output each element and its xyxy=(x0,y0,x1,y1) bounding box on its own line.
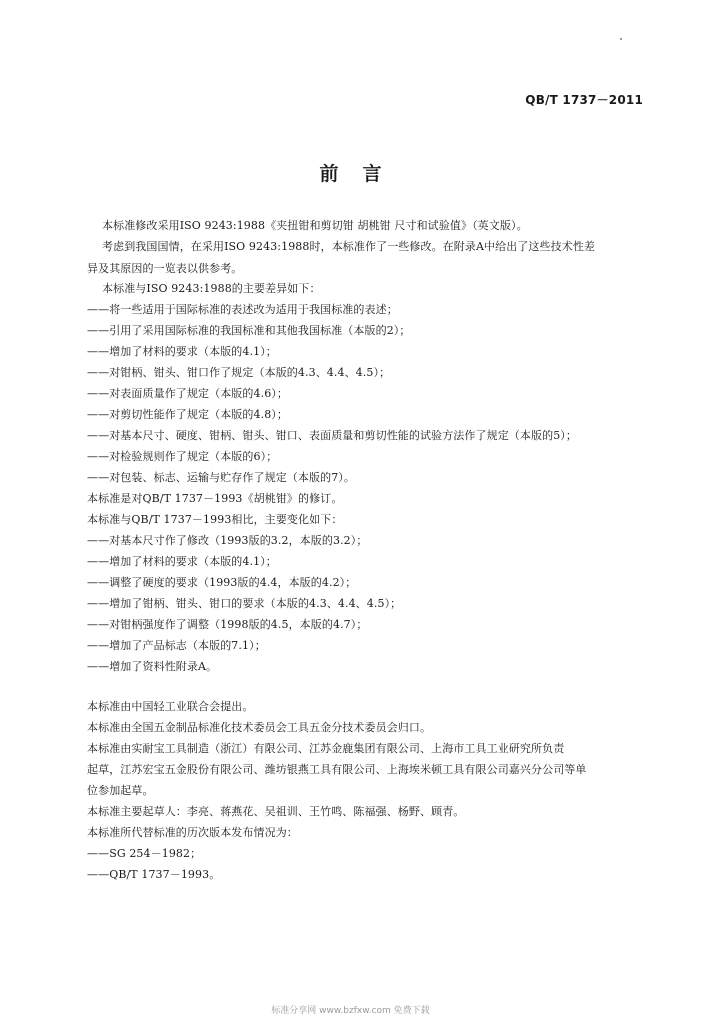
list-item: ——增加了钳柄、钳头、钳口的要求（本版的4.3、4.4、4.5）； xyxy=(87,597,402,610)
list-item: ——对钳柄、钳头、钳口作了规定（本版的4.3、4.4、4.5）； xyxy=(87,366,391,379)
list-item: ——对基本尺寸作了修改（1993版的3.2，本版的3.2）； xyxy=(87,534,368,547)
footer-watermark: 标准分享网 www.bzfxw.com 免费下载 xyxy=(271,1006,430,1016)
list-item: ——QB/T 1737－1993。 xyxy=(87,868,221,881)
paragraph-line: 起草，江苏宏宝五金股份有限公司、潍坊银燕工具有限公司、上海埃米顿工具有限公司嘉兴分公司等单 xyxy=(87,763,587,776)
scan-dot xyxy=(620,38,622,40)
list-item: ——增加了产品标志（本版的7.1）； xyxy=(87,639,266,652)
page-title: 前言 xyxy=(319,163,406,185)
paragraph-line: 本标准修改采用ISO 9243:1988《夹扭钳和剪切钳 胡桃钳 尺寸和试验值》（英文版）。 xyxy=(102,219,528,232)
list-item: ——SG 254－1982； xyxy=(87,847,202,860)
paragraph-line: 本标准与QB/T 1737－1993相比，主要变化如下： xyxy=(87,513,343,526)
list-item: ——对检验规则作了规定（本版的6）； xyxy=(87,450,278,463)
paragraph-line: 本标准主要起草人：李亮、蒋燕花、吴祖训、王竹鸣、陈福强、杨野、顾青。 xyxy=(87,805,465,818)
list-item: ——增加了资料性附录A。 xyxy=(87,660,218,673)
paragraph-line: 本标准由中国轻工业联合会提出。 xyxy=(87,700,254,713)
list-item: ——增加了材料的要求（本版的4.1）； xyxy=(87,555,277,568)
list-item: ——引用了采用国际标准的我国标准和其他我国标准（本版的2）； xyxy=(87,324,411,337)
list-item: ——对表面质量作了规定（本版的4.6）； xyxy=(87,387,288,400)
paragraph-line: 本标准所代替标准的历次版本发布情况为： xyxy=(87,826,298,839)
paragraph-line: 本标准由实耐宝工具制造（浙江）有限公司、江苏金鹿集团有限公司、上海市工具工业研究所负责 xyxy=(87,742,565,755)
paragraph-line: 本标准与ISO 9243:1988的主要差异如下： xyxy=(102,282,321,295)
list-item: ——对钳柄强度作了调整（1998版的4.5，本版的4.7）； xyxy=(87,618,368,631)
paragraph-line: 本标准由全国五金制品标准化技术委员会工具五金分技术委员会归口。 xyxy=(87,721,432,734)
paragraph-line: 位参加起草。 xyxy=(87,784,154,797)
list-item: ——对基本尺寸、硬度、钳柄、钳头、钳口、表面质量和剪切性能的试验方法作了规定（本版的5）； xyxy=(87,429,577,442)
paragraph-line: 考虑到我国国情，在采用ISO 9243:1988时，本标准作了一些修改。在附录A中给出了这些技术性差 xyxy=(102,240,596,253)
paragraph-line: 异及其原因的一览表以供参考。 xyxy=(87,262,243,275)
list-item: ——对包装、标志、运输与贮存作了规定（本版的7）。 xyxy=(87,471,355,484)
list-item: ——增加了材料的要求（本版的4.1）； xyxy=(87,345,277,358)
list-item: ——调整了硬度的要求（1993版的4.4，本版的4.2）； xyxy=(87,576,357,589)
list-item: ——对剪切性能作了规定（本版的4.8）； xyxy=(87,408,288,421)
paragraph-line: 本标准是对QB/T 1737－1993《胡桃钳》的修订。 xyxy=(87,492,343,505)
list-item: ——将一些适用于国际标准的表述改为适用于我国标准的表述； xyxy=(87,303,398,316)
standard-code: QB/T 1737－2011 xyxy=(525,93,643,107)
